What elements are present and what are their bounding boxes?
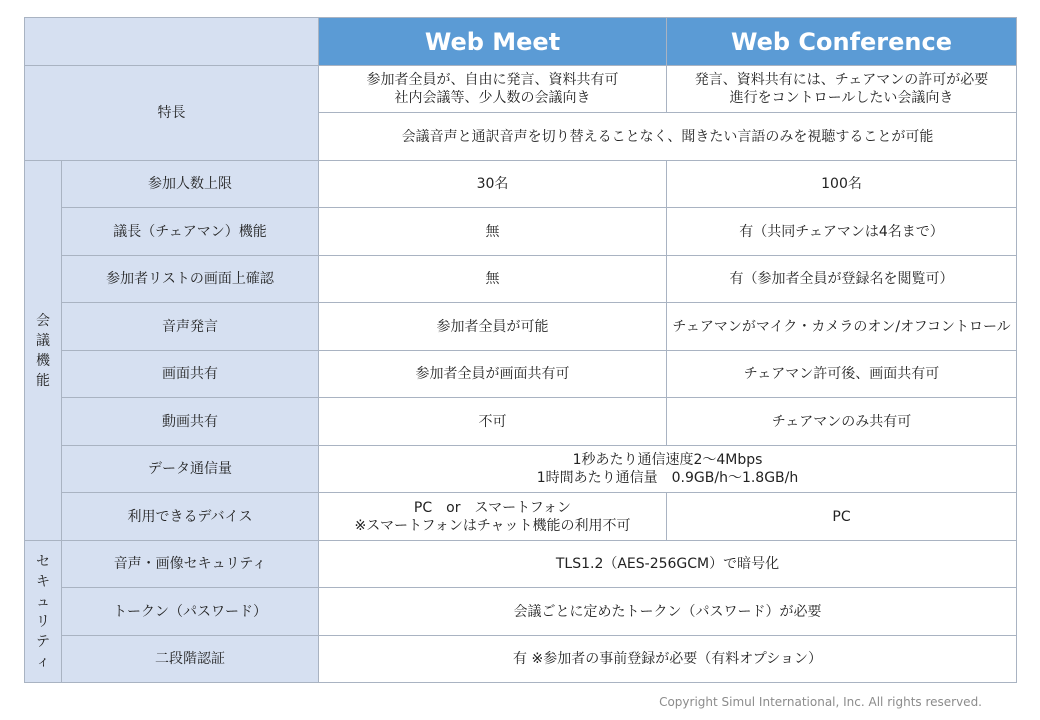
table-row — [25, 493, 1017, 541]
row-label: トークン（パスワード） — [62, 588, 319, 636]
cell-web-meet: 不可 — [319, 398, 667, 446]
table-row — [25, 636, 1017, 683]
table-row — [25, 208, 1017, 256]
cell-web-conference: チェアマン許可後、画面共有可 — [667, 351, 1017, 398]
cell-web-conference: チェアマンがマイク・カメラのオン/オフコントロール — [667, 303, 1017, 351]
table-row — [25, 351, 1017, 398]
row-label: 音声発言 — [62, 303, 319, 351]
cell-common-line: 1時間あたり通信量 0.9GB/h～1.8GB/h — [536, 470, 799, 486]
vertical-char: 能 — [36, 372, 50, 389]
cell-web-conference: PC — [667, 493, 1017, 541]
group-label-security — [25, 541, 62, 683]
cell-web-conference: 100名 — [667, 161, 1017, 208]
features-common: 会議音声と通訳音声を切り替えることなく、聞きたい言語のみを視聴することが可能 — [319, 113, 1017, 161]
table-row — [25, 256, 1017, 303]
row-label: 画面共有 — [62, 351, 319, 398]
header-web-meet: Web Meet — [319, 18, 667, 66]
cell-web-meet — [319, 493, 667, 541]
vertical-char: ュ — [36, 593, 50, 610]
vertical-char: 機 — [36, 352, 50, 369]
vertical-char: テ — [36, 633, 50, 650]
table-row — [25, 398, 1017, 446]
table-row — [25, 588, 1017, 636]
cell-web-meet: 30名 — [319, 161, 667, 208]
features-label: 特長 — [25, 66, 319, 161]
features-web-meet — [319, 66, 667, 113]
features-web-conference-line: 発言、資料共有には、チェアマンの許可が必要 — [694, 72, 989, 88]
cell-common — [319, 446, 1017, 493]
cell-web-meet: 参加者全員が可能 — [319, 303, 667, 351]
row-label: 参加人数上限 — [62, 161, 319, 208]
vertical-char: キ — [36, 573, 50, 590]
cell-web-conference: 有（参加者全員が登録名を閲覧可） — [667, 256, 1017, 303]
vertical-label — [36, 552, 50, 672]
row-label: 二段階認証 — [62, 636, 319, 683]
features-web-meet-line: 社内会議等、少人数の会議向き — [394, 90, 591, 106]
vertical-char: 会 — [36, 312, 50, 329]
features-web-conference — [667, 66, 1017, 113]
table-row — [25, 541, 1017, 588]
features-web-meet-line: 参加者全員が、自由に発言、資料共有可 — [366, 72, 619, 88]
features-web-conference-line: 進行をコントロールしたい会議向き — [729, 90, 954, 106]
row-label: 利用できるデバイス — [62, 493, 319, 541]
cell-web-meet: 無 — [319, 208, 667, 256]
cell-web-meet: 無 — [319, 256, 667, 303]
table-row — [25, 161, 1017, 208]
group-label-meeting-functions — [25, 161, 62, 541]
vertical-char: 議 — [36, 332, 50, 349]
cell-web-conference: チェアマンのみ共有可 — [667, 398, 1017, 446]
cell-common-line: 1秒あたり通信速度2～4Mbps — [572, 452, 763, 468]
vertical-char: セ — [36, 553, 50, 570]
header-web-conference: Web Conference — [667, 18, 1017, 66]
row-label: データ通信量 — [62, 446, 319, 493]
cell-web-conference: 有（共同チェアマンは4名まで） — [667, 208, 1017, 256]
vertical-char: リ — [36, 613, 50, 630]
cell-common: 会議ごとに定めたトークン（パスワード）が必要 — [319, 588, 1017, 636]
cell-common: TLS1.2（AES-256GCM）で暗号化 — [319, 541, 1017, 588]
cell-common: 有 ※参加者の事前登録が必要（有料オプション） — [319, 636, 1017, 683]
row-label: 動画共有 — [62, 398, 319, 446]
table-row — [25, 303, 1017, 351]
table-row — [25, 446, 1017, 493]
cell-web-meet-line: ※スマートフォンはチャット機能の利用不可 — [354, 517, 631, 534]
header-row — [25, 18, 1017, 66]
row-label: 音声・画像セキュリティ — [62, 541, 319, 588]
cell-web-meet: 参加者全員が画面共有可 — [319, 351, 667, 398]
features-row — [25, 66, 1017, 113]
copyright-notice: Copyright Simul International, Inc. All rights reserved. — [659, 695, 982, 709]
row-label: 参加者リストの画面上確認 — [62, 256, 319, 303]
header-empty-cell — [25, 18, 319, 66]
vertical-char: ィ — [36, 653, 50, 670]
row-label: 議長（チェアマン）機能 — [62, 208, 319, 256]
cell-web-meet-line: PC or スマートフォン — [413, 499, 572, 516]
comparison-table — [24, 17, 1017, 683]
vertical-label — [36, 311, 50, 391]
